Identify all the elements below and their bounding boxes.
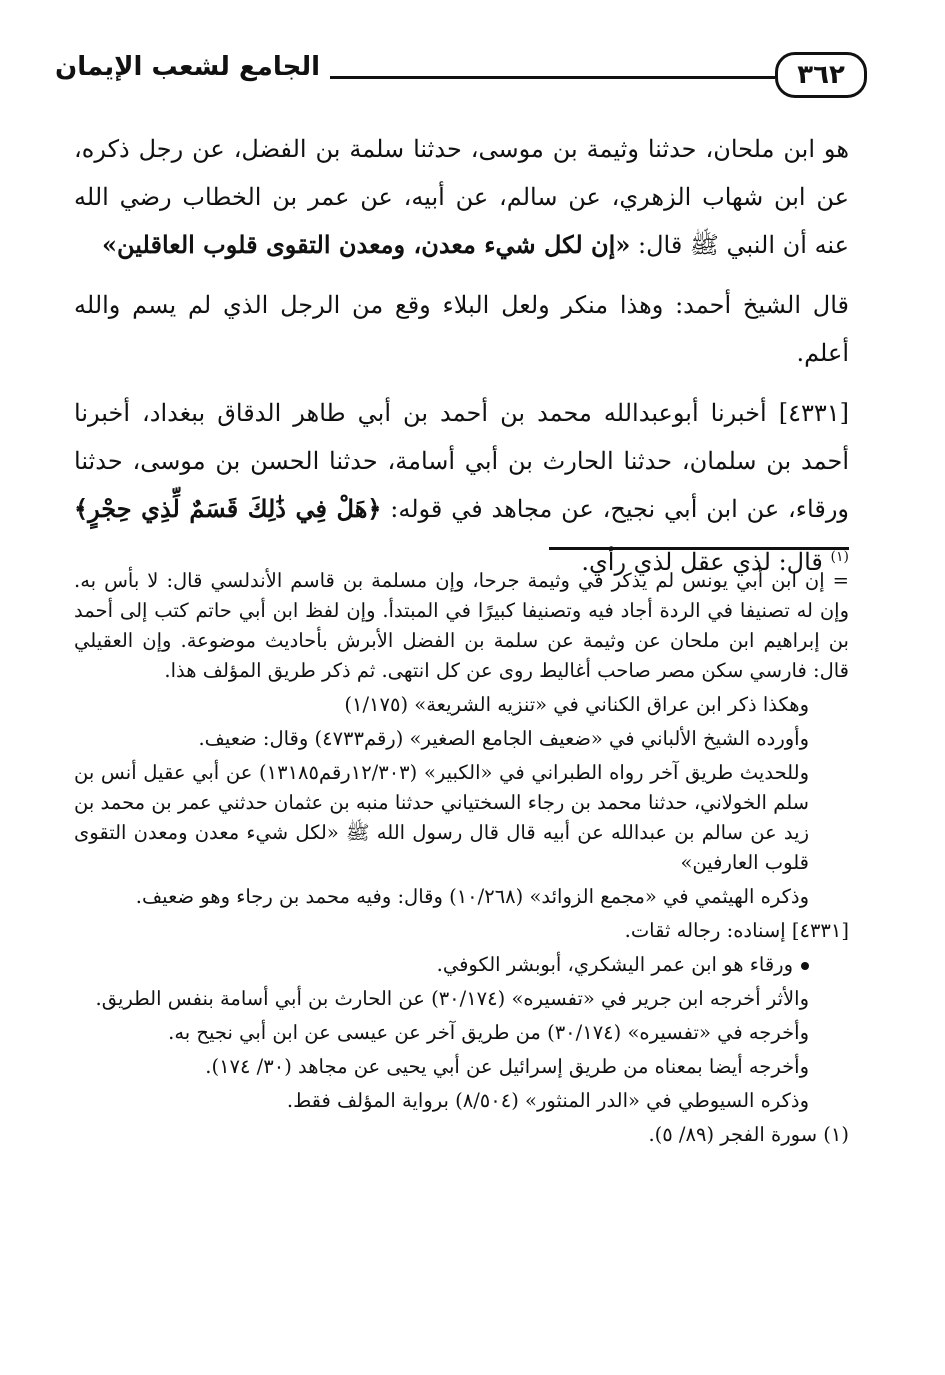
paragraph-hadith <box>74 125 849 269</box>
main-text <box>74 125 849 586</box>
paragraph-4331 <box>74 389 849 586</box>
comment-text: قال الشيخ أحمد: وهذا منكر ولعل البلاء وقع من الرجل الذي لم يسم والله أعلم. <box>74 291 849 367</box>
narration-chain: [٤٣٣١] أخبرنا أبوعبدالله محمد بن أحمد بن أبي طاهر الدقاق ببغداد، أخبرنا أحمد بن سلمان، حدثنا الحارث بن أبي أسامة، حدثنا الحسن بن موسى، حدثنا ورقاء، عن ابن أبي نجيح، عن مجاهد في قوله: <box>74 399 850 523</box>
footnote-line: وللحديث طريق آخر رواه الطبراني في «الكبير» (١٢/٣٠٣رقم١٣١٨٥) عن أبي عقيل أنس بن سلم الخولاني، حدثنا محمد بن رجاء السختياني حدثنا منبه بن عثمان حدثني عمر بن محمد بن زيد عن سالم بن عبدالله عن أبيه قال قال رسول الله ﷺ «لكل شيء معدن ومعدن التقوى قلوب العارفين» <box>74 761 809 874</box>
bullet-icon <box>801 962 809 970</box>
running-title: الجامع لشعب الإيمان <box>55 52 320 82</box>
footnotes <box>74 566 849 1150</box>
hadith-text: «إن لكل شيء معدن، ومعدن التقوى قلوب العاقلين» <box>102 230 631 259</box>
footnote-line: وأخرجه في «تفسيره» (٣٠/١٧٤) من طريق آخر عن عيسى عن ابن أبي نجيح به. <box>168 1021 809 1044</box>
footnote-marker: (١) <box>830 549 849 565</box>
footnote-line: وأورده الشيخ الألباني في «ضعيف الجامع الصغير» (رقم٤٧٣٣) وقال: ضعيف. <box>198 727 809 750</box>
footnote-line: [٤٣٣١] إسناده: رجاله ثقات. <box>624 919 849 942</box>
footnote-line: وهكذا ذكر ابن عراق الكناني في «تنزيه الشريعة» (١/١٧٥) <box>344 693 809 716</box>
footnote-continued: = إن ابن أبي يونس لم يذكر في وثيمة جرحا، وإن مسلمة بن قاسم الأندلسي قال: لا بأس به. وإن له تصنيفا في الردة أجاد فيه وتصنيفا كبيرًا في المبتدأ. وإن لفظ ابن أبي حاتم كتب إلى أحمد بن إبراهيم ابن ملحان عن وثيمة عن سلمة بن الفضل الأبرش بأحاديث موضوعة. وإن العقيلي قال: فارسي سكن مصر صاحب أغاليط روى عن كل انتهى. ثم ذكر طريق المؤلف هذا. <box>74 569 849 682</box>
footnote-1: (١) سورة الفجر (٨٩/ ٥). <box>648 1123 849 1146</box>
footnote-line: وذكره الهيثمي في «مجمع الزوائد» (١٠/٢٦٨) وقال: وفيه محمد بن رجاء وهو ضعيف. <box>135 885 809 908</box>
footnote-line: وذكره السيوطي في «الدر المنثور» (٨/٥٠٤) برواية المؤلف فقط. <box>286 1089 809 1112</box>
header-rule <box>330 76 775 79</box>
footnote-bullet-line <box>74 950 849 980</box>
hadith-chain: هو ابن ملحان، حدثنا وثيمة بن موسى، حدثنا سلمة بن الفضل، عن رجل ذكره، عن ابن شهاب الزهري، عن سالم، عن أبيه، عن عمر بن الخطاب رضي الله عنه أن النبي ﷺ قال: <box>74 135 849 259</box>
footnote-bullet-text: ورقاء هو ابن عمر اليشكري، أبوبشر الكوفي. <box>436 953 793 976</box>
narration-explanation: قال: لذي عقل لذي رأي. <box>581 548 823 576</box>
footnote-line: والأثر أخرجه ابن جرير في «تفسيره» (٣٠/١٧٤) عن الحارث بن أبي أسامة بنفس الطريق. <box>95 987 809 1010</box>
footnote-divider <box>549 547 849 550</box>
footnote-line: وأخرجه أيضا بمعناه من طريق إسرائيل عن أبي يحيى عن مجاهد (٣٠/ ١٧٤). <box>205 1055 809 1078</box>
page-header <box>55 48 867 108</box>
page-number: ٣٦٢ <box>775 52 867 98</box>
paragraph-comment <box>74 281 849 377</box>
quran-verse: ﴿هَلْ فِي ذَٰلِكَ قَسَمٌ لِّذِي حِجْرٍ﴾ <box>74 494 382 523</box>
